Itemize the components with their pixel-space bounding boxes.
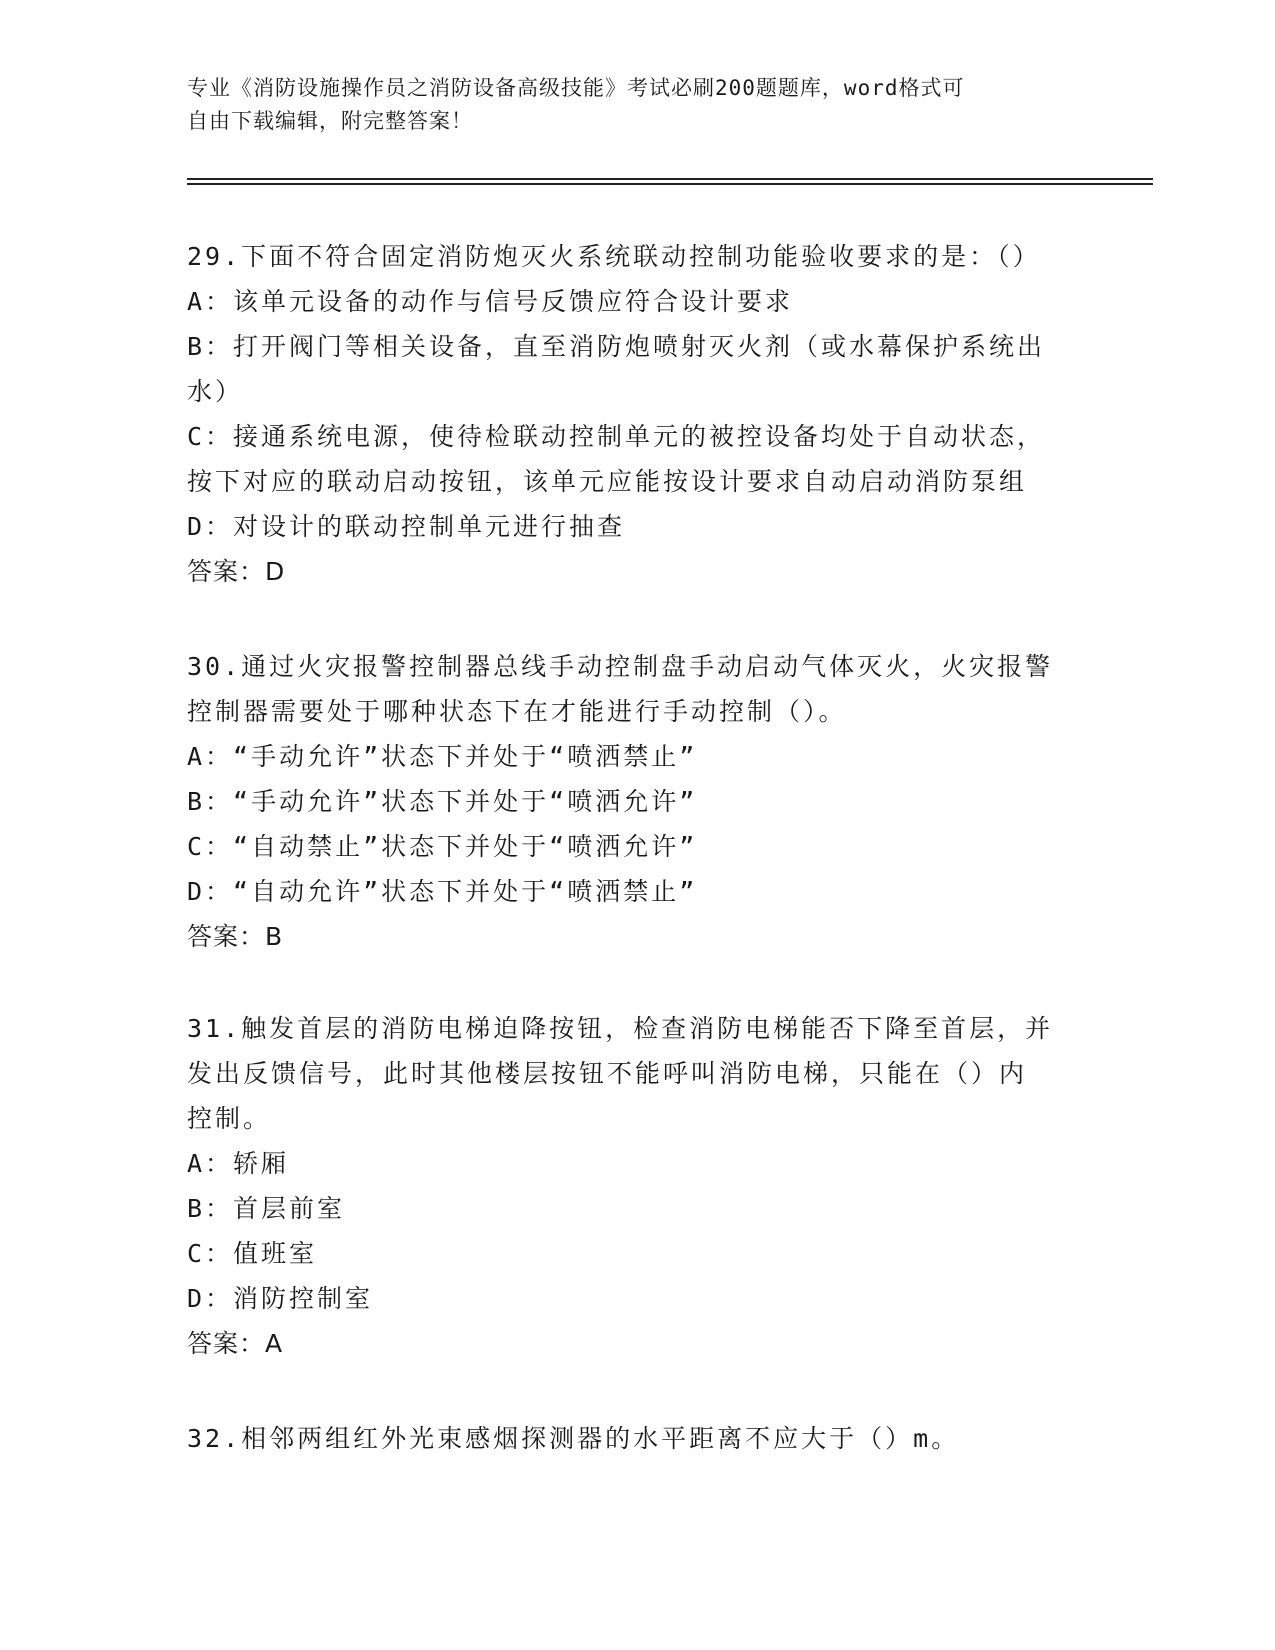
answer: 答案：D [187, 557, 286, 586]
option-c-continued: 按下对应的联动启动按钮，该单元应能按设计要求自动启动消防泵组 [187, 467, 1028, 496]
question-31 [187, 1006, 1067, 1366]
header-line: 专业《消防设施操作员之消防设备高级技能》考试必刷200题题库，word格式可 [187, 76, 965, 100]
option-c: C：“自动禁止”状态下并处于“喷洒允许” [187, 832, 698, 861]
option-d: D：“自动允许”状态下并处于“喷洒禁止” [187, 877, 698, 906]
option-a: A：“手动允许”状态下并处于“喷洒禁止” [187, 742, 698, 771]
option-b: B：首层前室 [187, 1194, 346, 1223]
question-stem: 32.相邻两组红外光束感烟探测器的水平距离不应大于（）m。 [187, 1424, 960, 1453]
answer: 答案：B [187, 922, 284, 951]
question-32 [187, 1416, 1067, 1461]
option-b: B：打开阀门等相关设备，直至消防炮喷射灭火剂（或水幕保护系统出 [187, 332, 1046, 361]
document-header [187, 72, 1067, 138]
question-30 [187, 644, 1067, 959]
header-rule-bottom [187, 183, 1153, 185]
option-a: A：轿厢 [187, 1149, 290, 1178]
option-d: D：对设计的联动控制单元进行抽查 [187, 512, 626, 541]
answer: 答案：A [187, 1329, 284, 1358]
option-c: C：接通系统电源，使待检联动控制单元的被控设备均处于自动状态， [187, 422, 1046, 451]
question-stem: 29.下面不符合固定消防炮灭火系统联动控制功能验收要求的是：（） [187, 242, 1041, 271]
question-stem-continued: 控制器需要处于哪种状态下在才能进行手动控制（）。 [187, 697, 847, 726]
option-b: B：“手动允许”状态下并处于“喷洒允许” [187, 787, 698, 816]
question-stem: 31.触发首层的消防电梯迫降按钮，检查消防电梯能否下降至首层，并 [187, 1014, 1054, 1043]
header-rule-top [187, 178, 1153, 180]
option-a: A：该单元设备的动作与信号反馈应符合设计要求 [187, 287, 794, 316]
option-c: C：值班室 [187, 1239, 318, 1268]
question-stem: 30.通过火灾报警控制器总线手动控制盘手动启动气体灭火，火灾报警 [187, 652, 1054, 681]
question-stem-continued: 控制。 [187, 1104, 272, 1133]
question-29 [187, 234, 1067, 594]
question-stem-continued: 发出反馈信号，此时其他楼层按钮不能呼叫消防电梯，只能在（）内 [187, 1059, 1028, 1088]
header-line: 自由下载编辑，附完整答案！ [187, 109, 473, 133]
option-b-continued: 水） [187, 377, 244, 406]
option-d: D：消防控制室 [187, 1284, 374, 1313]
